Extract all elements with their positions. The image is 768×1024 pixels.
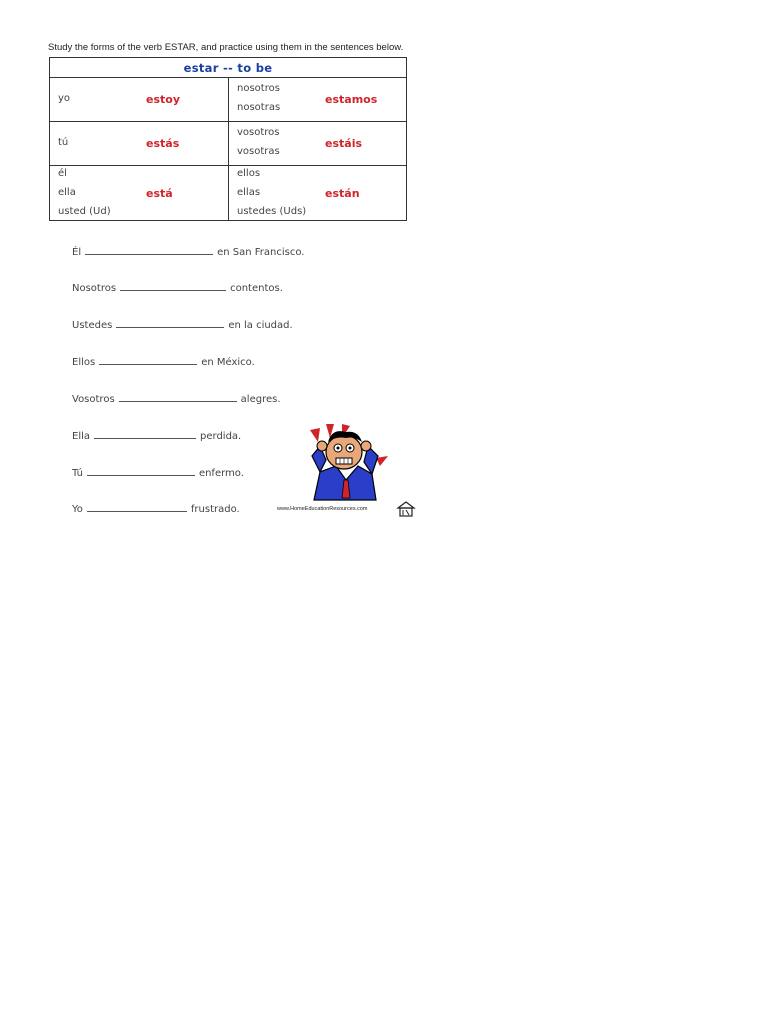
practice-sentence xyxy=(72,281,283,294)
pronoun: nosotros xyxy=(237,83,280,94)
pronoun: ustedes (Uds) xyxy=(237,206,307,217)
pronoun: vosotros xyxy=(237,127,280,138)
answer-blank xyxy=(87,466,195,476)
sentence-rest: en San Francisco. xyxy=(217,247,305,258)
verb-form: está xyxy=(146,187,173,200)
answer-blank xyxy=(87,502,187,512)
conj-cell-vosotros xyxy=(229,122,406,165)
conj-cell-tu xyxy=(50,122,228,165)
pronoun: él xyxy=(58,168,67,179)
sentence-subject: Vosotros xyxy=(72,394,115,405)
conj-cell-nosotros xyxy=(229,78,406,121)
pronoun: nosotras xyxy=(237,102,281,113)
sentence-rest: en México. xyxy=(201,357,255,368)
practice-sentence xyxy=(72,466,244,479)
sentence-rest: en la ciudad. xyxy=(228,320,293,331)
frustrated-man-icon xyxy=(302,420,392,502)
verb-form: estamos xyxy=(325,93,378,106)
instructions: Study the forms of the verb ESTAR, and practice using them in the sentences below. xyxy=(48,42,404,53)
pronoun: ellos xyxy=(237,168,261,179)
conj-cell-ellos xyxy=(229,166,406,220)
pronoun: ellas xyxy=(237,187,261,198)
sentence-subject: Ustedes xyxy=(72,320,113,331)
answer-blank xyxy=(120,281,226,291)
sentence-rest: perdida. xyxy=(200,431,242,442)
verb-form: están xyxy=(325,187,360,200)
pronoun: vosotras xyxy=(237,146,280,157)
site-url: www.HomeEducationResources.com xyxy=(277,506,368,512)
answer-blank xyxy=(94,429,196,439)
pronoun: ella xyxy=(58,187,76,198)
pronoun: tú xyxy=(58,137,69,148)
answer-blank xyxy=(119,392,237,402)
practice-sentence xyxy=(72,245,304,258)
practice-sentence xyxy=(72,355,255,368)
sentence-rest: enfermo. xyxy=(198,468,244,479)
practice-sentence xyxy=(72,502,240,515)
practice-sentence xyxy=(72,392,281,405)
verb-form: estáis xyxy=(325,137,363,150)
sentence-subject: Yo xyxy=(72,504,83,515)
pronoun: yo xyxy=(58,93,71,104)
sentence-subject: Ellos xyxy=(72,357,96,368)
answer-blank xyxy=(116,318,224,328)
house-logo-icon xyxy=(396,500,416,518)
answer-blank xyxy=(85,245,213,255)
conj-cell-el xyxy=(50,166,228,220)
pronoun: usted (Ud) xyxy=(58,206,111,217)
verb-form: estoy xyxy=(146,93,180,106)
sentence-subject: Él xyxy=(72,247,82,258)
conj-cell-yo xyxy=(50,78,228,121)
answer-blank xyxy=(99,355,197,365)
practice-sentence xyxy=(72,318,293,331)
practice-sentence xyxy=(72,429,241,442)
verb-form: estás xyxy=(146,137,180,150)
sentence-subject: Ella xyxy=(72,431,91,442)
sentence-rest: alegres. xyxy=(240,394,281,405)
sentence-rest: contentos. xyxy=(230,283,283,294)
sentence-rest: frustrado. xyxy=(190,504,240,515)
conjugation-table xyxy=(49,57,407,221)
sentence-subject: Nosotros xyxy=(72,283,117,294)
table-title: estar -- to be xyxy=(50,58,407,78)
sentence-subject: Tú xyxy=(72,468,83,479)
